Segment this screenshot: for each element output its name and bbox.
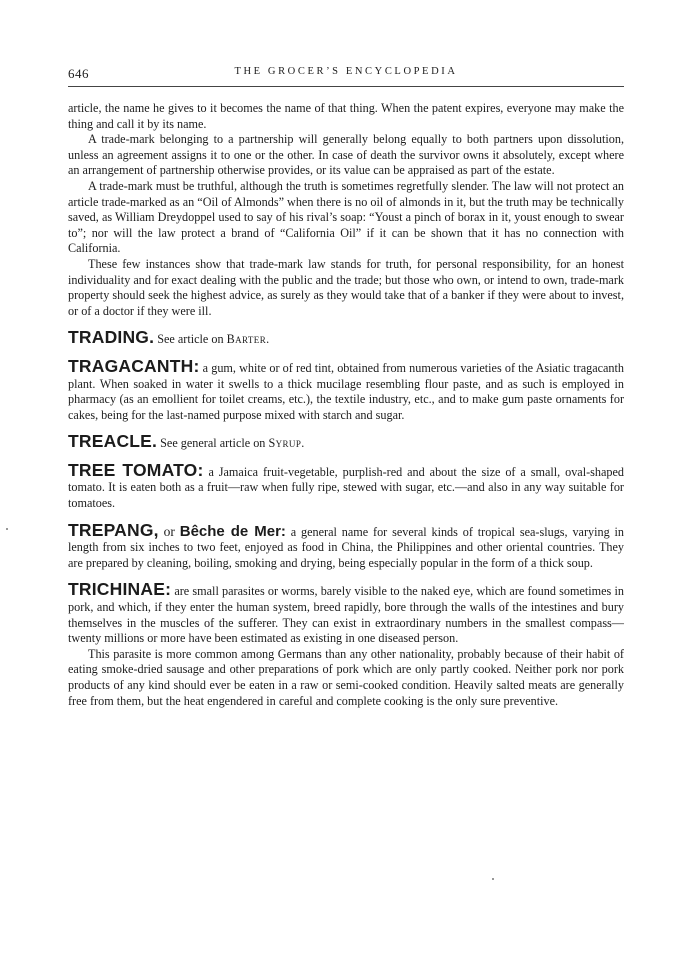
cross-reference: Syrup. (268, 436, 305, 451)
entry-text: a gum, white or of red tint, obtained from numerous varieties of the Asiatic tragacanth plant. When soaked in water it swells to a thick mucilage resembling flour paste, and as such is employed in pharmacy (as an emollient for toilet creams, etc.), the textile industry, etc., and to make gum paste ornaments for cakes, being for the last-named purpose mixed with starch and sugar. (68, 360, 624, 422)
paragraph: This parasite is more common among Germans than any other nationality, probably because of their habit of eating smoke-dried sausage and other preparations of pork which are only partly cooked. Neither pork nor pork products of any kind should ever be eaten in a raw or semi-cooked condition. Heavily salted meats are generally free from them, but the heat engendered in careful and complete cooking is the only sure preventive. (68, 646, 624, 708)
running-head: THE GROCER’S ENCYCLOPEDIA (234, 66, 458, 77)
continued-article (68, 101, 624, 319)
entry-text: a general name for several kinds of tropical sea-slugs, varying in length from six inches to two feet, enjoyed as food in China, the Philippines and other oriental countries. They are prepared by cleaning, boiling, smoking and drying, being especially popular in the form of a thick soup. (68, 524, 625, 570)
entry-treacle (68, 431, 624, 452)
entry-headword: TRADING. (68, 327, 155, 348)
entry-text: See general article on (160, 436, 266, 451)
entry-connector: or (163, 523, 175, 539)
paragraph: A trade-mark belonging to a partnership will generally belong equally to both partners upon dissolution, unless an agreement assigns it to one or the other. In case of death the survivor owns it absolutely, except where an arrangement of partnership otherwise provides, or its value can be appraised as part of the estate. (68, 132, 624, 178)
entry-text: a Jamaica fruit-vegetable, purplish-red and about the size of a small, oval-shaped tomato. It is eaten both as a fruit—raw when fully ripe, stewed with sugar, etc.—and also in any way suitable for tomatoes. (68, 464, 624, 511)
entry-headword: TREPANG, (68, 519, 159, 540)
cross-reference: Barter. (226, 332, 270, 347)
page-header (68, 66, 624, 87)
entry-headword: TRICHINAE: (68, 579, 172, 600)
paragraph: article, the name he gives to it becomes the name of that thing. When the patent expires, everyone may make the thing and call it by its name. (68, 101, 624, 131)
entry-trichinae (68, 579, 624, 709)
entry-text: See article on (157, 332, 224, 347)
entry-trepang (68, 519, 625, 572)
entry-alt-headword: Bêche de Mer: (179, 522, 286, 540)
paragraph: A trade-mark must be truthful, although the truth is sometimes regretfully slender. The law will not protect an article trade-marked as an “Oil of Almonds” when there is no oil of almonds in it, but the truth may be technically saved, as William Dreydoppel used to say of his rival’s soap: “Youst a pinch of borax in it, youst enough to swear to”; nor will the law protect a brand of “California Oil” if it can be shown that it has no connection with California. (68, 178, 624, 256)
entry-headword: TRAGACANTH: (68, 355, 200, 376)
entry-text: are small parasites or worms, barely visible to the naked eye, which are found sometimes in pork, and which, if they enter the human system, breed rapidly, bore through the walls of the intestines and bury themselves in the muscles of the sufferer. They can exist in extraordinary numbers in the smallest compass—twenty millions or more have been estimated as existing in one diseased person. (68, 584, 624, 646)
entry-tragacanth (68, 355, 624, 423)
entry-headword: TREACLE. (68, 431, 158, 452)
entry-headword: TREE TOMATO: (68, 459, 204, 480)
entry-trading (68, 327, 624, 348)
print-speck (6, 528, 8, 530)
paragraph: These few instances show that trade-mark law stands for truth, for personal responsibility, for an honest individuality and for exact dealing with the public and the trade; but those who own, or intend to own, trade-mark property should seek the highest advice, as surely as they would take that of a banker if they were about to invest, or of a doctor if they were ill. (68, 256, 624, 318)
print-speck (492, 878, 494, 880)
book-page (68, 66, 624, 709)
page-number: 646 (68, 66, 89, 81)
entry-tree-tomato (68, 459, 624, 512)
